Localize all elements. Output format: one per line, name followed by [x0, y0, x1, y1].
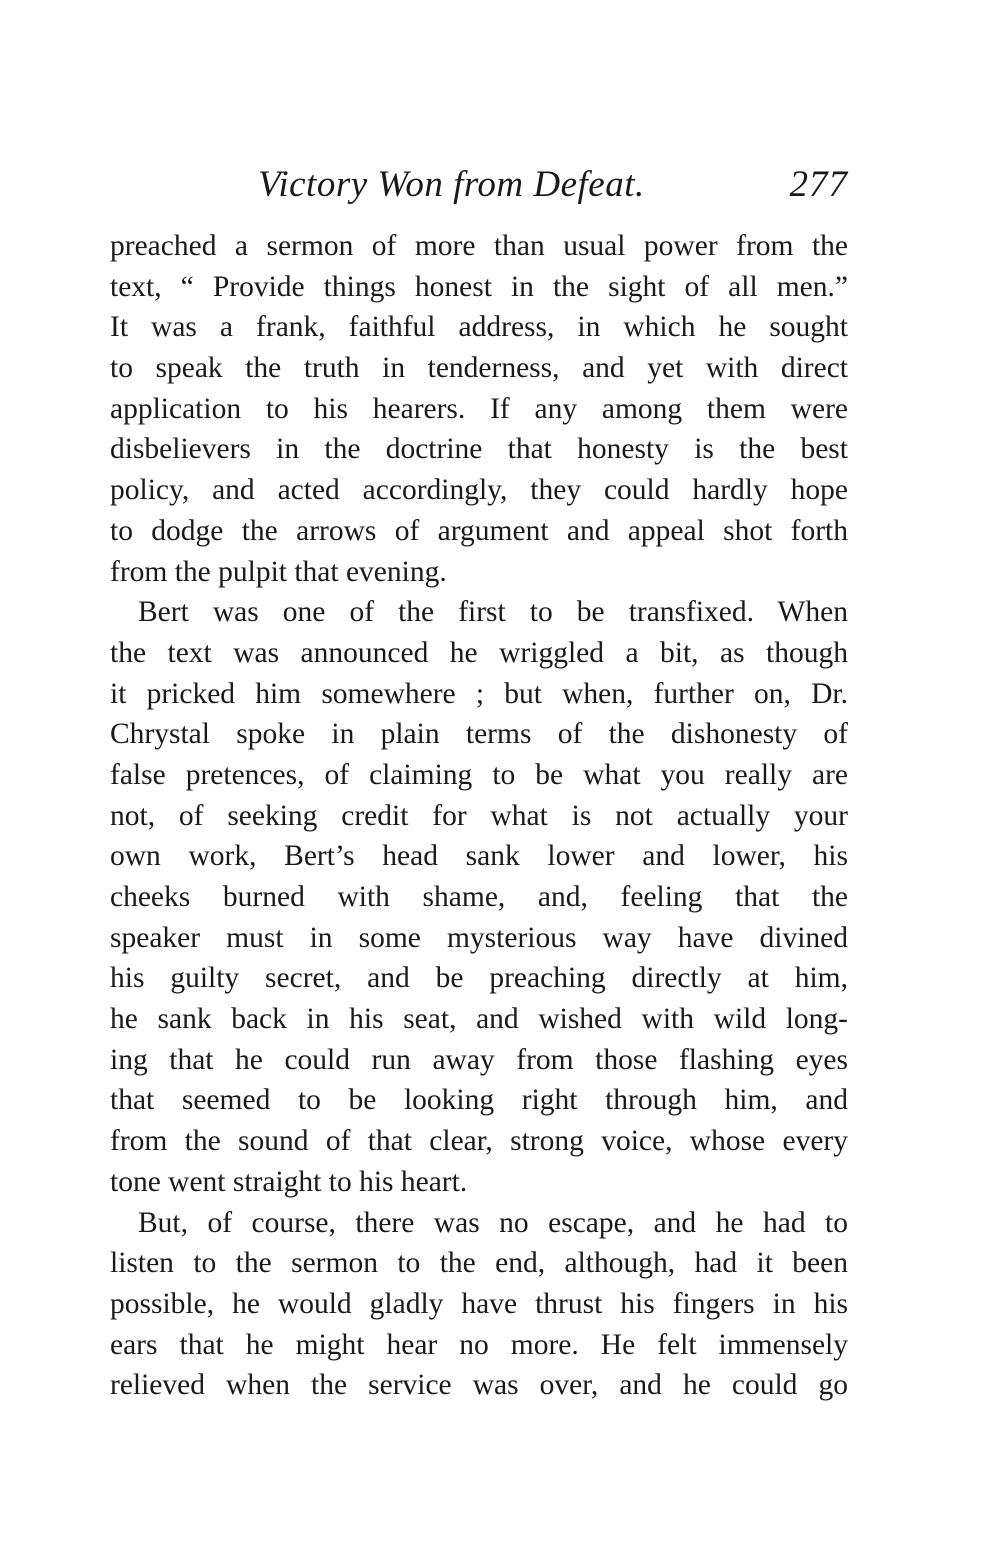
text-line: ing that he could run away from those flashing eyes — [110, 1043, 848, 1076]
paragraph-3 — [110, 1203, 848, 1406]
text-line: his guilty secret, and be preaching directly at him, — [110, 962, 848, 995]
text-line: listen to the sermon to the end, although, had it been — [110, 1247, 848, 1280]
text-line: to speak the truth in tenderness, and yet with direct — [110, 352, 848, 385]
text-line: that seemed to be looking right through him, and — [110, 1084, 848, 1117]
text-line: disbelievers in the doctrine that honesty is the best — [110, 433, 848, 466]
text-line: But, of course, there was no escape, and he had to — [138, 1206, 848, 1239]
text-line: the text was announced he wriggled a bit, as though — [110, 636, 848, 669]
text-line: preached a sermon of more than usual power from the — [110, 230, 848, 262]
text-line: possible, he would gladly have thrust his fingers in his — [110, 1287, 848, 1320]
text-line: It was a frank, faithful address, in which he sought — [110, 311, 848, 344]
text-line: text, “ Provide things honest in the sight of all men.” — [110, 270, 848, 303]
text-line: to dodge the arrows of argument and appeal shot forth — [110, 514, 848, 547]
text-line: false pretences, of claiming to be what you really are — [110, 758, 848, 791]
paragraph-1 — [110, 226, 848, 592]
body-text — [110, 226, 848, 1406]
text-line: he sank back in his seat, and wished with wild long- — [110, 1003, 848, 1036]
text-line: not, of seeking credit for what is not actually your — [110, 799, 848, 832]
running-title: Victory Won from Defeat. — [258, 164, 645, 205]
text-line: Bert was one of the first to be transfixed. When — [138, 596, 848, 629]
page-number: 277 — [789, 164, 848, 205]
text-line: from the sound of that clear, strong voice, whose every — [110, 1125, 848, 1158]
text-line: ears that he might hear no more. He felt immensely — [110, 1328, 848, 1361]
text-line: cheeks burned with shame, and, feeling that the — [110, 881, 848, 913]
text-line: relieved when the service was over, and he could go — [110, 1369, 848, 1402]
text-line: own work, Bert’s head sank lower and lower, his — [110, 840, 848, 873]
text-line: it pricked him somewhere ; but when, further on, Dr. — [110, 677, 848, 710]
text-line: policy, and acted accordingly, they could hardly hope — [110, 474, 848, 507]
text-line: speaker must in some mysterious way have divined — [110, 921, 848, 954]
text-line: application to his hearers. If any among them were — [110, 392, 848, 425]
running-head — [112, 163, 848, 213]
paragraph-2 — [110, 592, 848, 1202]
text-line: from the pulpit that evening. — [110, 555, 447, 588]
text-line: tone went straight to his heart. — [110, 1165, 468, 1198]
text-line: Chrystal spoke in plain terms of the dishonesty of — [110, 718, 848, 751]
